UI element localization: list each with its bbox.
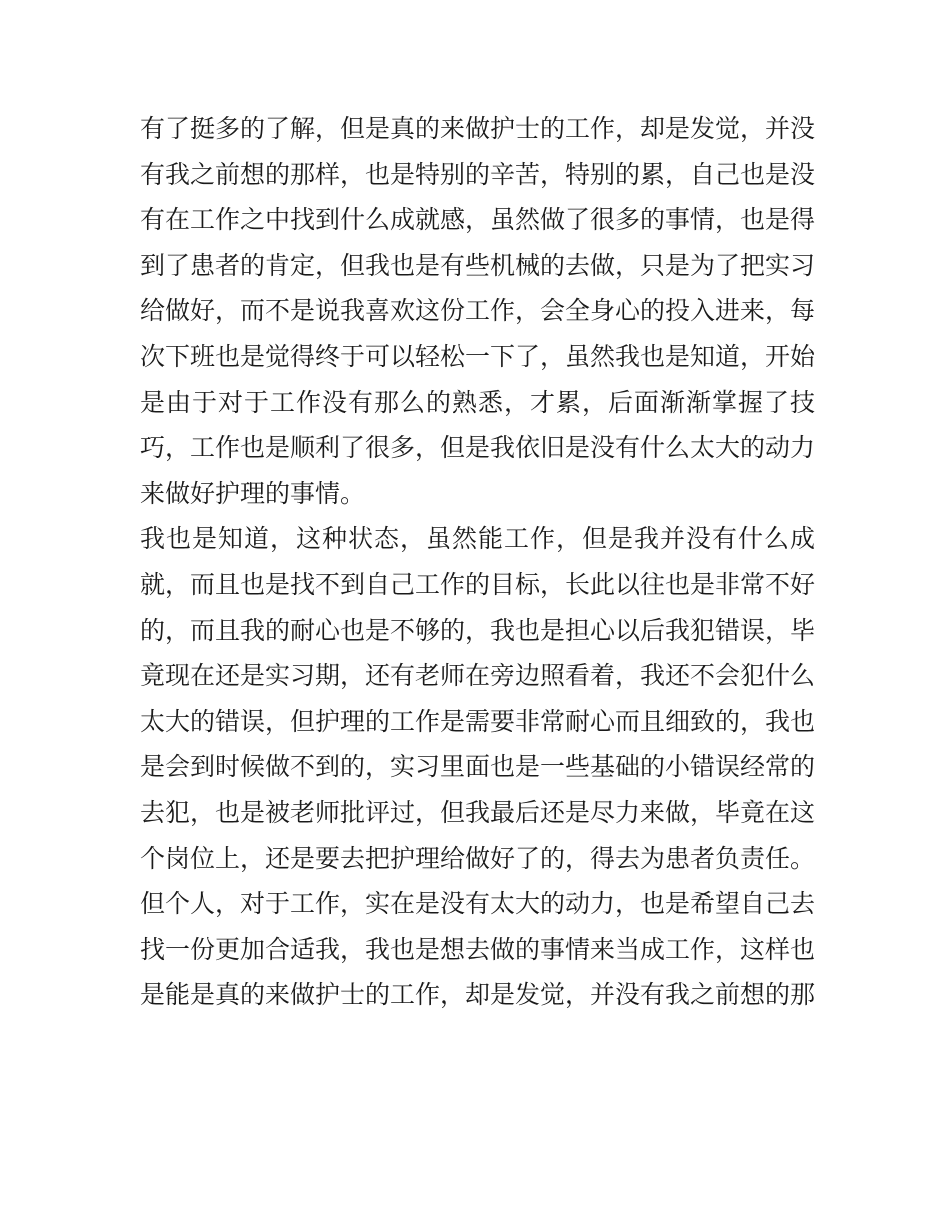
text-line: 到了患者的肯定，但我也是有些机械的去做，只是为了把实习 bbox=[140, 250, 816, 280]
text-line: 有我之前想的那样，也是特别的辛苦，特别的累，自己也是没 bbox=[140, 159, 816, 189]
text-line: 竟现在还是实习期，还有老师在旁边照看着，我还不会犯什么 bbox=[140, 661, 816, 691]
text-line: 我也是知道，这种状态，虽然能工作，但是我并没有什么成 bbox=[140, 524, 815, 554]
text-line: 但个人，对于工作，实在是没有太大的动力，也是希望自己去 bbox=[140, 889, 816, 919]
paragraph bbox=[140, 516, 815, 881]
text-line: 是由于对于工作没有那么的熟悉，才累，后面渐渐掌握了技 bbox=[140, 387, 815, 417]
text-line: 有在工作之中找到什么成就感，虽然做了很多的事情，也是得 bbox=[140, 205, 816, 235]
text-line: 来做好护理的事情。 bbox=[140, 478, 366, 508]
text-line: 的，而且我的耐心也是不够的，我也是担心以后我犯错误，毕 bbox=[140, 615, 816, 645]
text-line: 就，而且也是找不到自己工作的目标，长此以往也是非常不好 bbox=[140, 569, 816, 599]
paragraph bbox=[140, 881, 815, 1018]
text-line: 是会到时候做不到的，实习里面也是一些基础的小错误经常的 bbox=[140, 752, 816, 782]
text-line: 太大的错误，但护理的工作是需要非常耐心而且细致的，我也 bbox=[140, 706, 816, 736]
paragraph bbox=[140, 106, 815, 516]
text-line: 次下班也是觉得终于可以轻松一下了，虽然我也是知道，开始 bbox=[140, 341, 816, 371]
text-line: 巧，工作也是顺利了很多，但是我依旧是没有什么太大的动力 bbox=[140, 433, 816, 463]
text-line: 给做好，而不是说我喜欢这份工作，会全身心的投入进来，每 bbox=[140, 296, 816, 326]
text-line: 去犯，也是被老师批评过，但我最后还是尽力来做，毕竟在这 bbox=[140, 797, 816, 827]
text-line: 个岗位上，还是要去把护理给做好了的，得去为患者负责任。 bbox=[140, 843, 816, 873]
document-body bbox=[140, 106, 815, 1018]
text-line: 是能是真的来做护士的工作，却是发觉，并没有我之前想的那 bbox=[140, 980, 816, 1010]
text-line: 找一份更加合适我，我也是想去做的事情来当成工作，这样也 bbox=[140, 934, 816, 964]
text-line: 有了挺多的了解，但是真的来做护士的工作，却是发觉，并没 bbox=[140, 114, 816, 143]
